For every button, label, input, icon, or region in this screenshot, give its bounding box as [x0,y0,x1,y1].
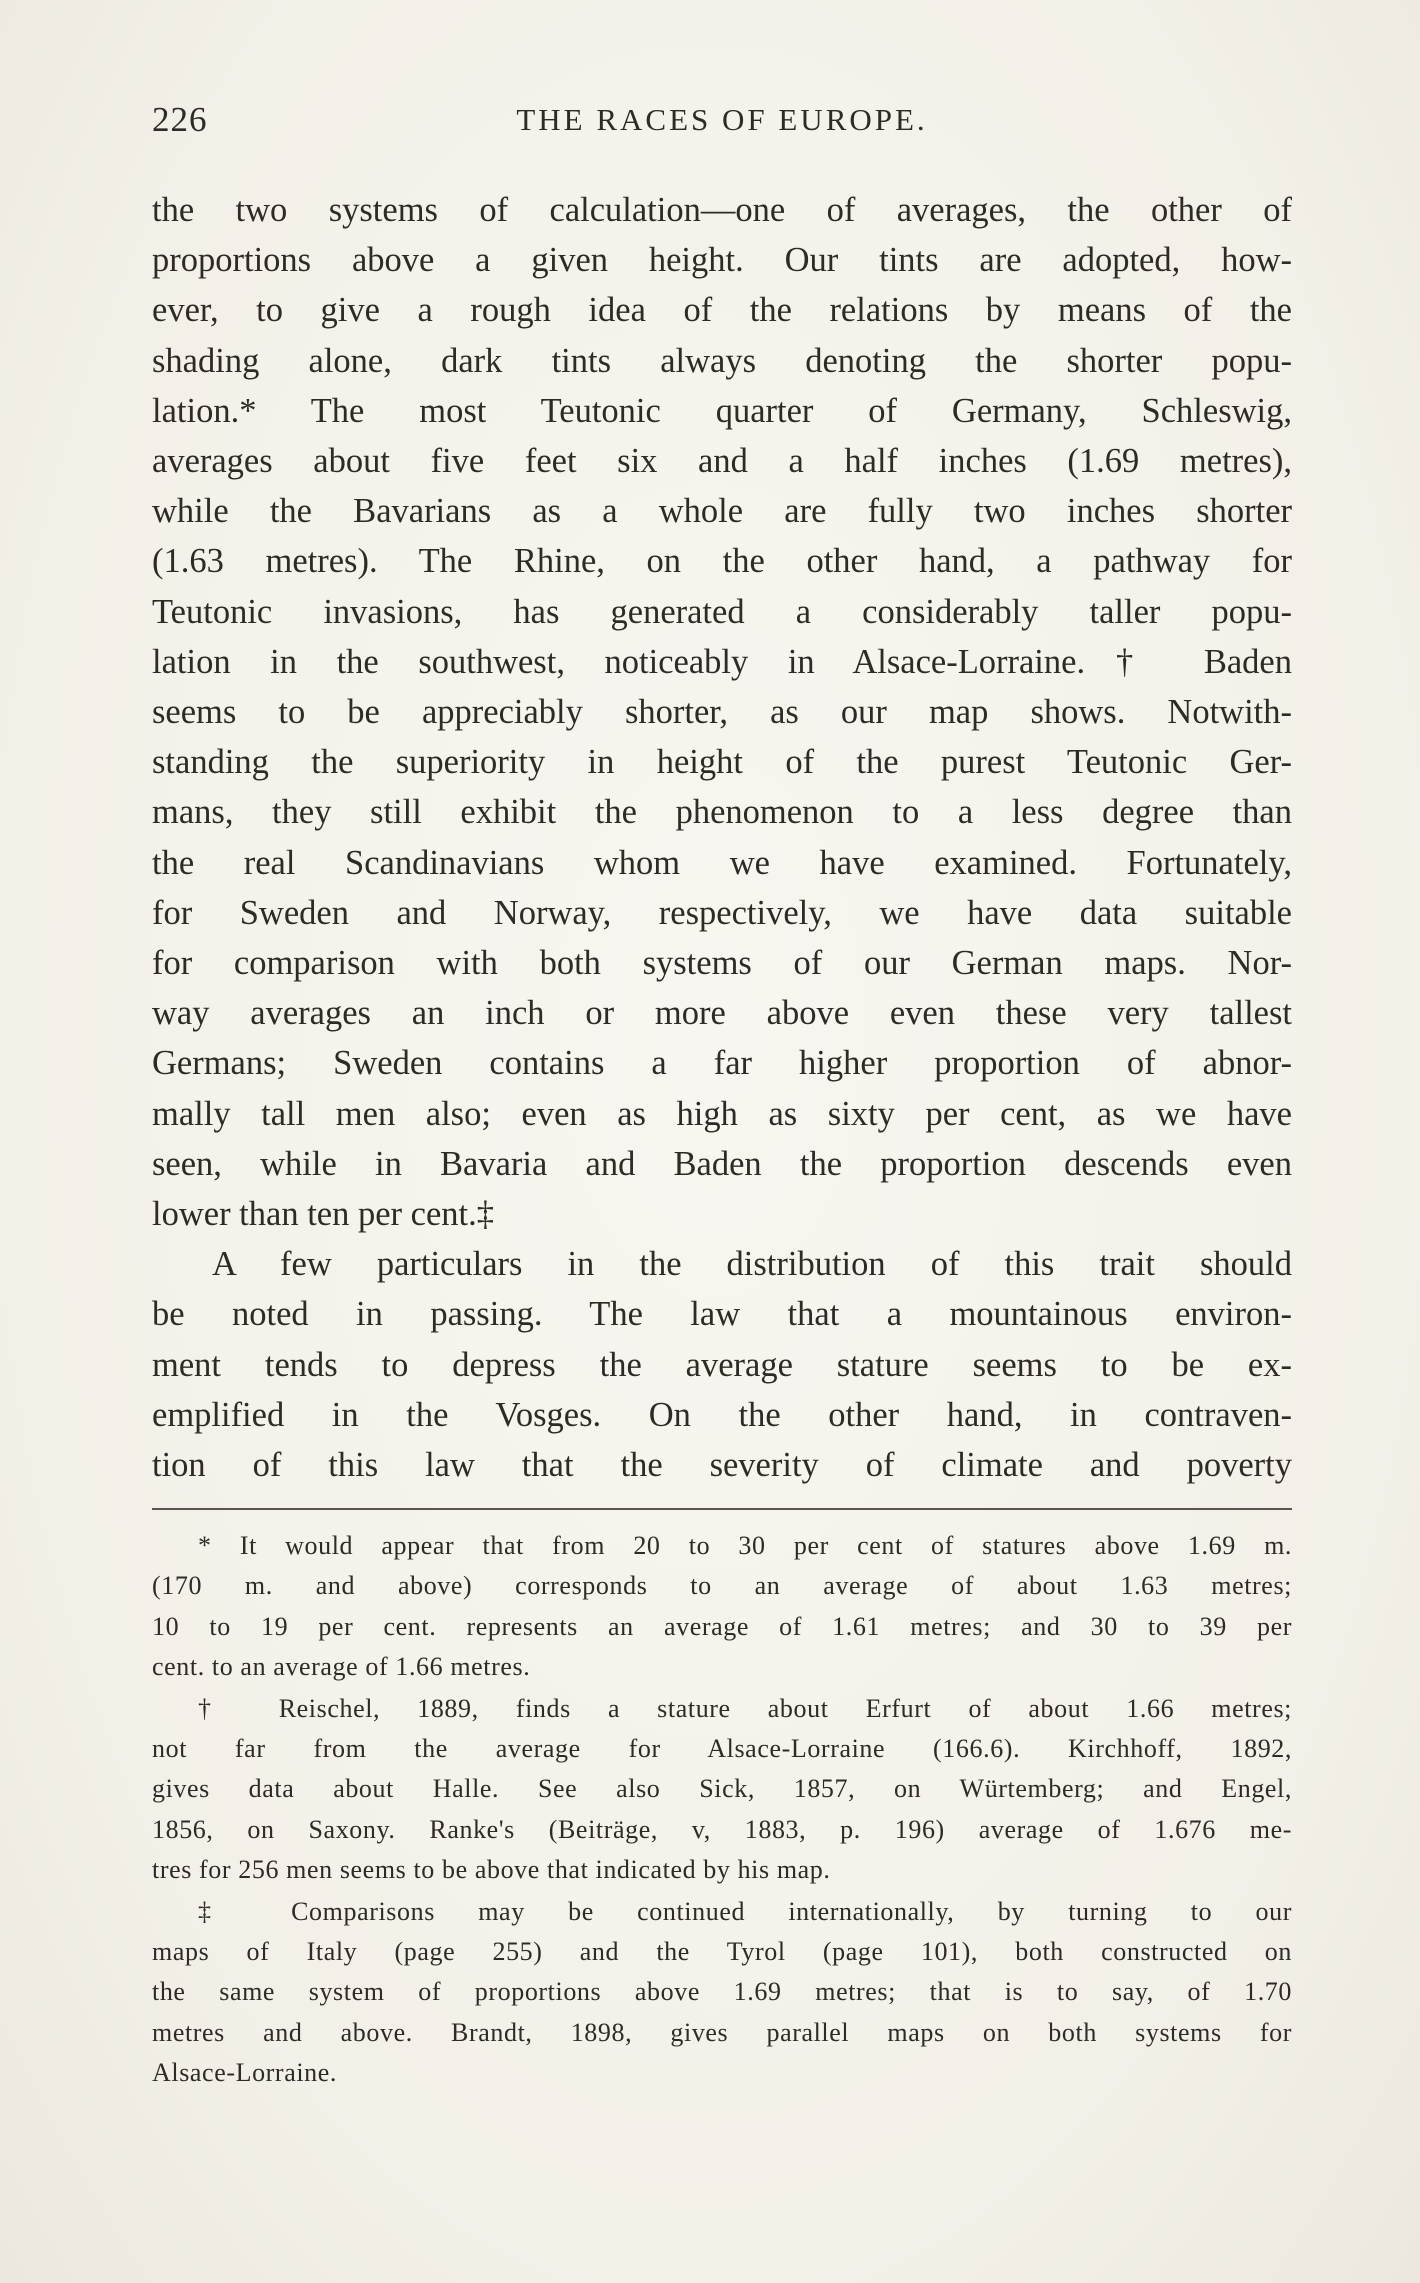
footnote-line: ‡ Comparisons may be continued internationally, by turning to our [198,1896,1292,1926]
footnote-3 [152,1892,1292,2094]
footnote-line: the same system of proportions above 1.69 metres; that is to say, of 1.70 [152,1977,1292,2007]
footnote-line: metres and above. Brandt, 1898, gives parallel maps on both systems for [152,2017,1292,2047]
text-line: tion of this law that the severity of climate and poverty [152,1446,1292,1485]
text-line: lation.* The most Teutonic quarter of Germany, Schleswig, [152,391,1292,430]
footnote-1 [152,1526,1292,1688]
text-line: averages about five feet six and a half inches (1.69 metres), [152,442,1292,481]
text-line: be noted in passing. The law that a mountainous environ- [152,1295,1292,1334]
footnotes [152,1526,1292,2095]
footnote-line: cent. to an average of 1.66 metres. [152,1652,531,1682]
text-line: lower than ten per cent.‡ [152,1195,494,1234]
text-line: standing the superiority in height of the purest Teutonic Ger- [152,743,1292,782]
text-line: way averages an inch or more above even these very tallest [152,994,1292,1033]
footnote-line: † Reischel, 1889, finds a stature about Erfurt of about 1.66 metres; [198,1693,1292,1723]
text-line: lation in the southwest, noticeably in Alsace-Lorraine.† Baden [152,642,1292,681]
footnote-line: 10 to 19 per cent. represents an average of 1.61 metres; and 30 to 39 per [152,1611,1292,1641]
text-line: mans, they still exhibit the phenomenon to a less degree than [152,793,1292,832]
text-line: seen, while in Bavaria and Baden the proportion descends even [152,1144,1292,1183]
text-line: ment tends to depress the average stature seems to be ex- [152,1345,1292,1384]
body-text [152,185,1292,1490]
running-head: THE RACES OF EUROPE. [516,102,928,137]
text-line: seems to be appreciably shorter, as our map shows. Notwith- [152,693,1292,732]
text-line: for comparison with both systems of our German maps. Nor- [152,944,1292,983]
footnote-rule [152,1508,1292,1510]
text-line: Germans; Sweden contains a far higher proportion of abnor- [152,1044,1292,1083]
footnote-line: * It would appear that from 20 to 30 per cent of statures above 1.69 m. [198,1531,1292,1560]
text-line: A few particulars in the distribution of this trait should [212,1245,1292,1284]
footnote-line: 1856, on Saxony. Ranke's (Beiträge, v, 1883, p. 196) average of 1.676 me- [152,1814,1292,1844]
footnote-line: (170 m. and above) corresponds to an average of about 1.63 metres; [152,1571,1292,1601]
text-line: ever, to give a rough idea of the relations by means of the [152,291,1292,330]
text-line: for Sweden and Norway, respectively, we have data suitable [152,893,1292,932]
footnote-2 [152,1689,1292,1891]
text-line: the real Scandinavians whom we have examined. Fortunately, [152,843,1292,882]
footnote-line: tres for 256 men seems to be above that indicated by his map. [152,1855,831,1885]
text-line: emplified in the Vosges. On the other hand, in contraven- [152,1395,1292,1434]
footnote-line: maps of Italy (page 255) and the Tyrol (page 101), both constructed on [152,1937,1292,1967]
page-number: 226 [152,100,208,139]
text-line: while the Bavarians as a whole are fully two inches shorter [152,492,1292,531]
paragraph-2 [152,1239,1292,1490]
text-line: shading alone, dark tints always denoting the shorter popu- [152,341,1292,380]
page-header [152,100,1292,150]
footnote-line: gives data about Halle. See also Sick, 1857, on Würtemberg; and Engel, [152,1774,1292,1804]
text-line: mally tall men also; even as high as sixty per cent, as we have [152,1094,1292,1133]
paragraph-1 [152,185,1292,1239]
text-line: the two systems of calculation—one of averages, the other of [152,191,1292,229]
text-line: Teutonic invasions, has generated a considerably taller popu- [152,592,1292,631]
text-line: proportions above a given height. Our tints are adopted, how- [152,241,1292,280]
footnote-line: Alsace-Lorraine. [152,2058,337,2088]
footnote-line: not far from the average for Alsace-Lorraine (166.6). Kirchhoff, 1892, [152,1734,1292,1764]
text-line: (1.63 metres). The Rhine, on the other hand, a pathway for [152,542,1292,581]
